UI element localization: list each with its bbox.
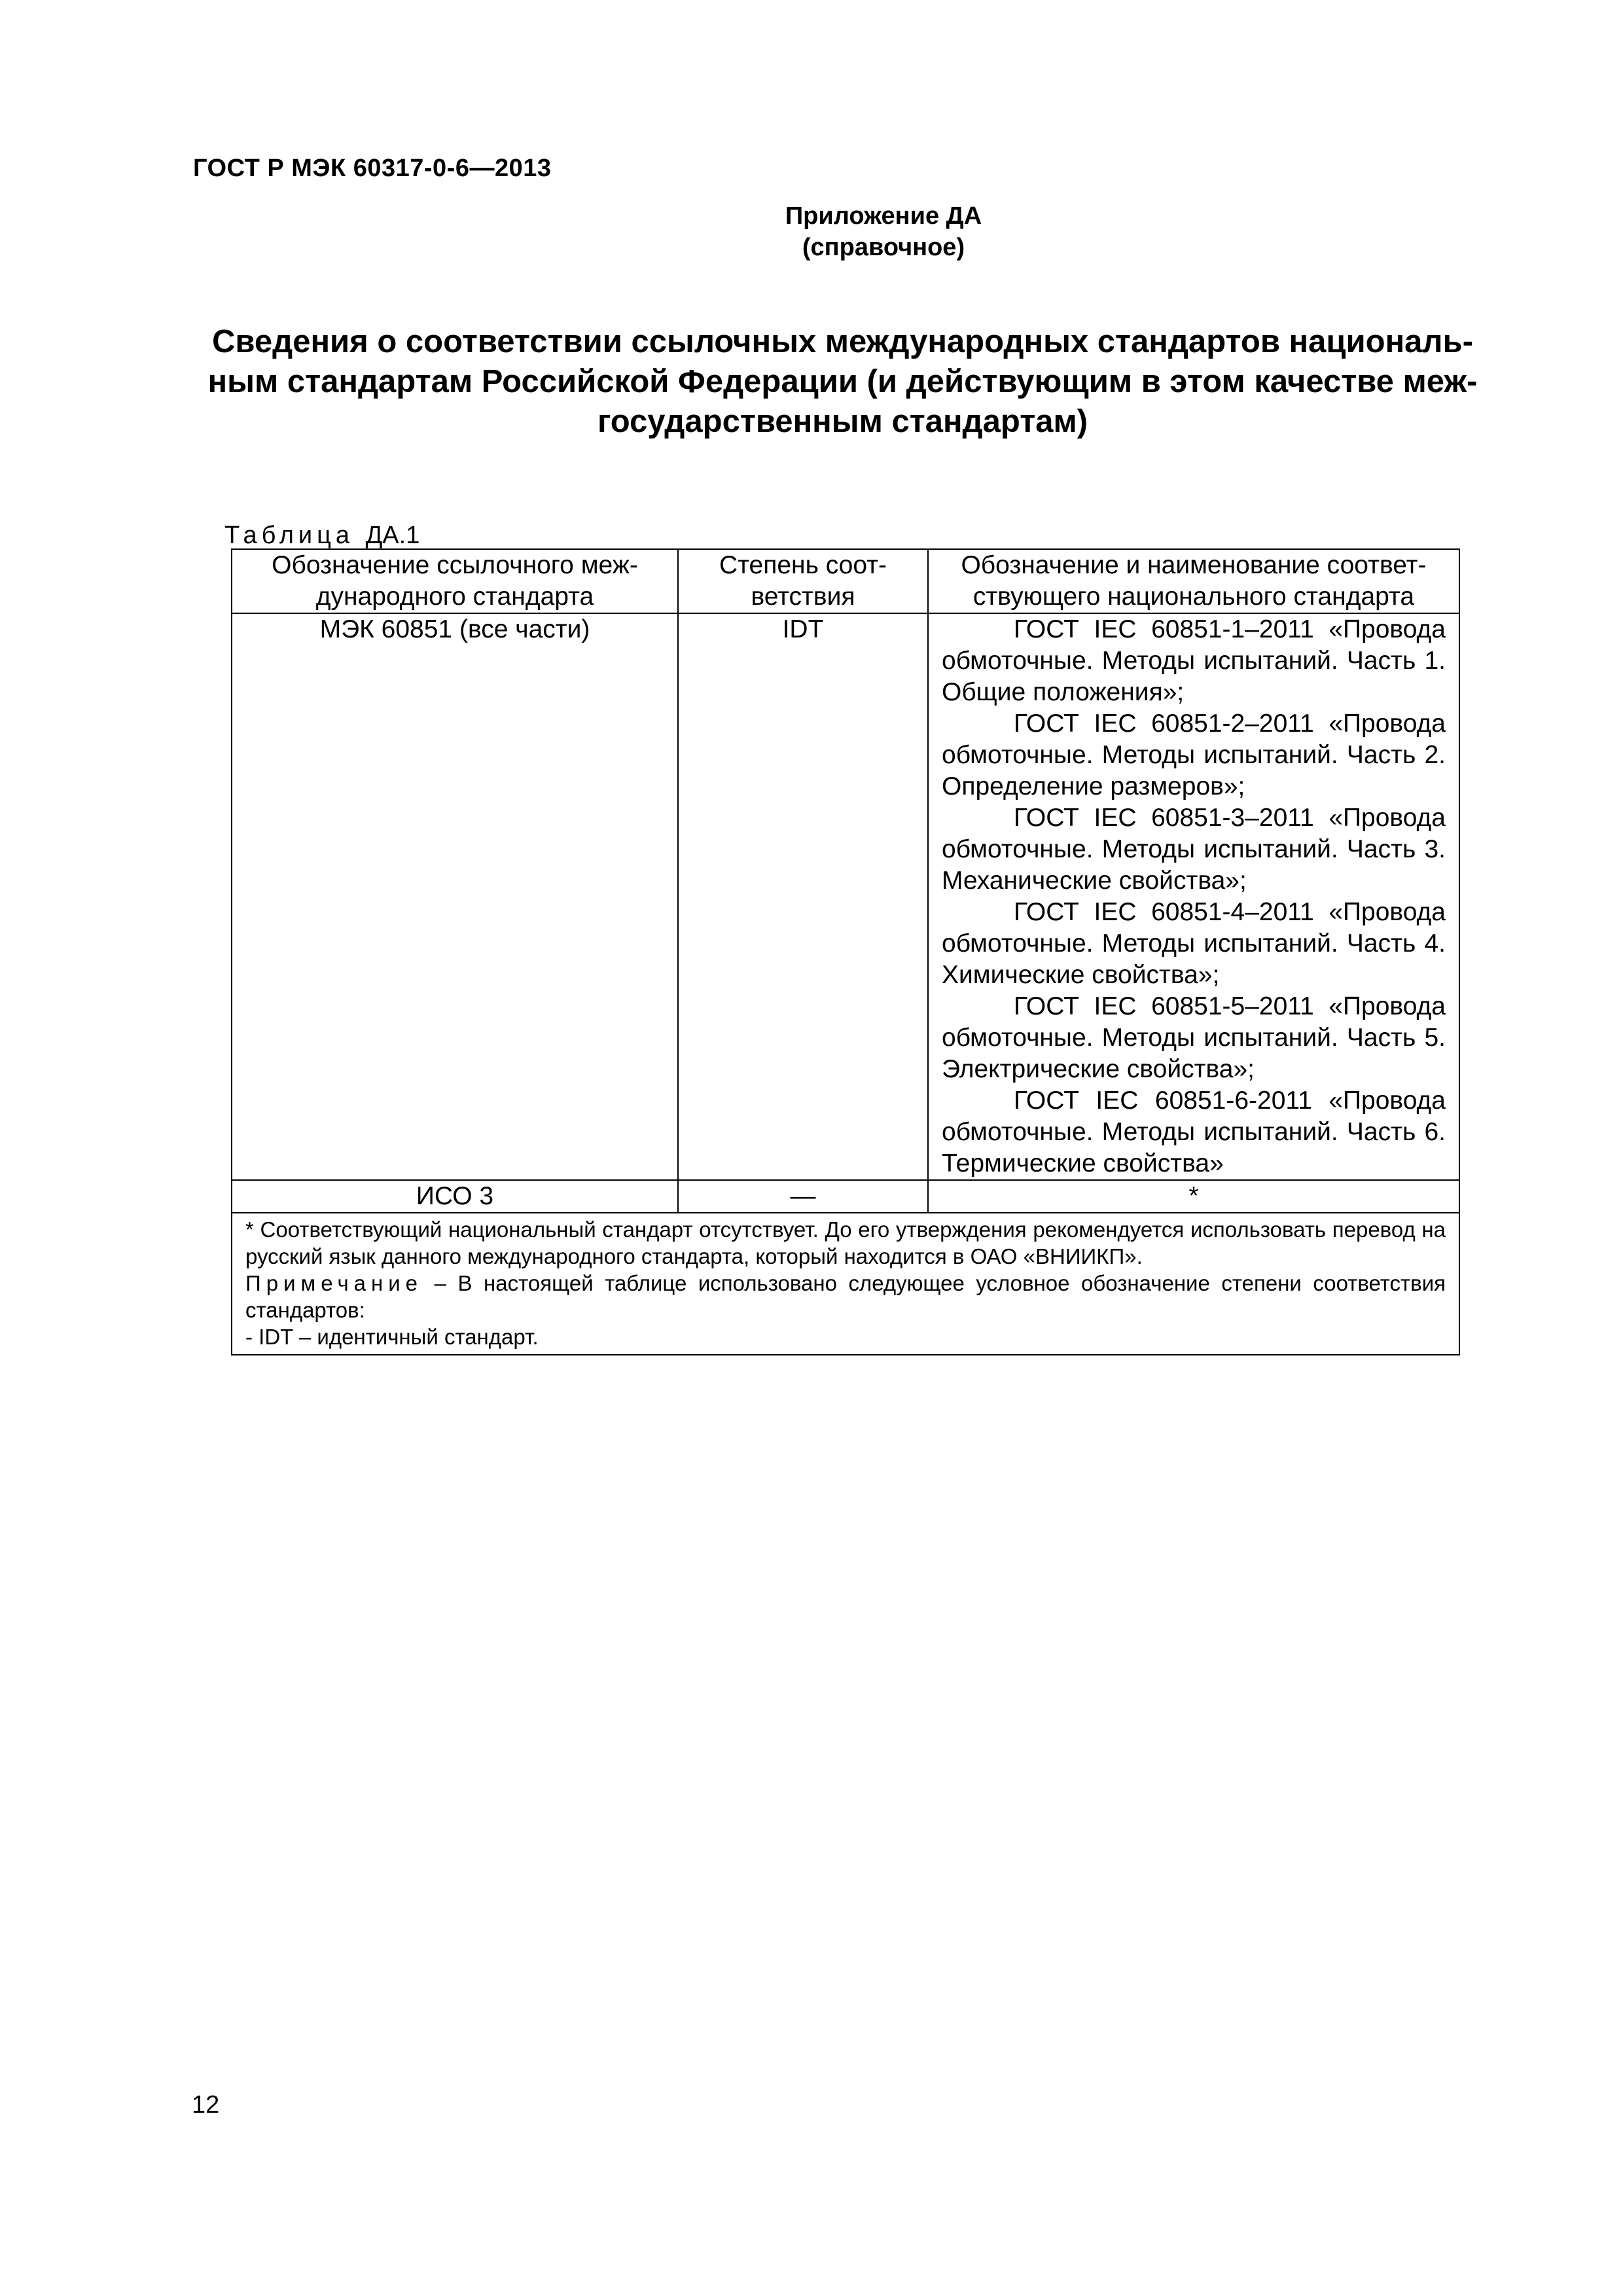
- note-text: – В настоящей таблице использовано следующее условное обозначение степени соответствия стандартов:: [245, 1271, 1446, 1322]
- national-standard-entry: ГОСТ IEC 60851-4–2011 «Провода обмоточные. Методы испытаний. Часть 4. Химические свойства»;: [942, 898, 1446, 989]
- national-standard-entry: ГОСТ IEC 60851-2–2011 «Провода обмоточные. Методы испытаний. Часть 2. Определение размеров»;: [942, 709, 1446, 800]
- degree-cell: —: [678, 1180, 928, 1213]
- table-note: [245, 1270, 1446, 1323]
- appendix-heading: [713, 200, 1054, 263]
- section-title-line: Сведения о соответствии ссылочных международных стандартов националь-: [211, 324, 1473, 359]
- header-reference-standard: Обозначение ссылочного меж- дународного стандарта: [232, 549, 678, 613]
- table-footnote-row: [232, 1213, 1459, 1355]
- table-header-row: [232, 549, 1459, 613]
- degree-cell: IDT: [678, 613, 928, 1180]
- national-standard-entry: ГОСТ IEC 60851-6-2011 «Провода обмоточные. Методы испытаний. Часть 6. Термические свойства»: [942, 1086, 1446, 1177]
- national-cell: *: [928, 1180, 1459, 1213]
- appendix-title: Приложение ДА: [785, 202, 982, 230]
- table-row: [232, 613, 1459, 1180]
- note-item: - IDT – идентичный стандарт.: [245, 1325, 539, 1349]
- standards-table: [231, 548, 1460, 1355]
- national-standard-entry: ГОСТ IEC 60851-5–2011 «Провода обмоточные. Методы испытаний. Часть 5. Электрические свойства»;: [942, 992, 1446, 1083]
- header-degree: Степень соот- ветствия: [678, 549, 928, 613]
- section-title: [190, 322, 1495, 442]
- footnote-cell: [232, 1213, 1459, 1355]
- section-title-line: государственным стандартам): [597, 404, 1088, 439]
- national-standard-entry: ГОСТ IEC 60851-1–2011 «Провода обмоточные. Методы испытаний. Часть 1. Общие положения»;: [942, 615, 1446, 706]
- note-label: Примечание: [245, 1271, 423, 1295]
- section-title-line: ным стандартам Российской Федерации (и действующим в этом качестве меж-: [207, 364, 1478, 399]
- header-national-standard: Обозначение и наименование соответ- ствующего национального стандарта: [928, 549, 1459, 613]
- reference-cell: ИСО 3: [232, 1180, 678, 1213]
- table-caption-number: ДА.1: [365, 522, 420, 549]
- appendix-type: (справочное): [802, 234, 965, 261]
- national-standard-entry: ГОСТ IEC 60851-3–2011 «Провода обмоточные. Методы испытаний. Часть 3. Механические свойства»;: [942, 804, 1446, 895]
- table-caption-word: Таблица: [224, 522, 354, 549]
- reference-cell: МЭК 60851 (все части): [232, 613, 678, 1180]
- table-row: [232, 1180, 1459, 1213]
- page-number: 12: [192, 2091, 220, 2119]
- table-caption: [224, 522, 419, 550]
- footnote-text: * Соответствующий национальный стандарт отсутствует. До его утверждения рекомендуется использовать перевод на русский язык данного международного стандарта, который находится в ОАО «ВНИИКП».: [245, 1217, 1446, 1268]
- document-code: ГОСТ Р МЭК 60317-0-6—2013: [193, 154, 552, 182]
- national-cell: [928, 613, 1459, 1180]
